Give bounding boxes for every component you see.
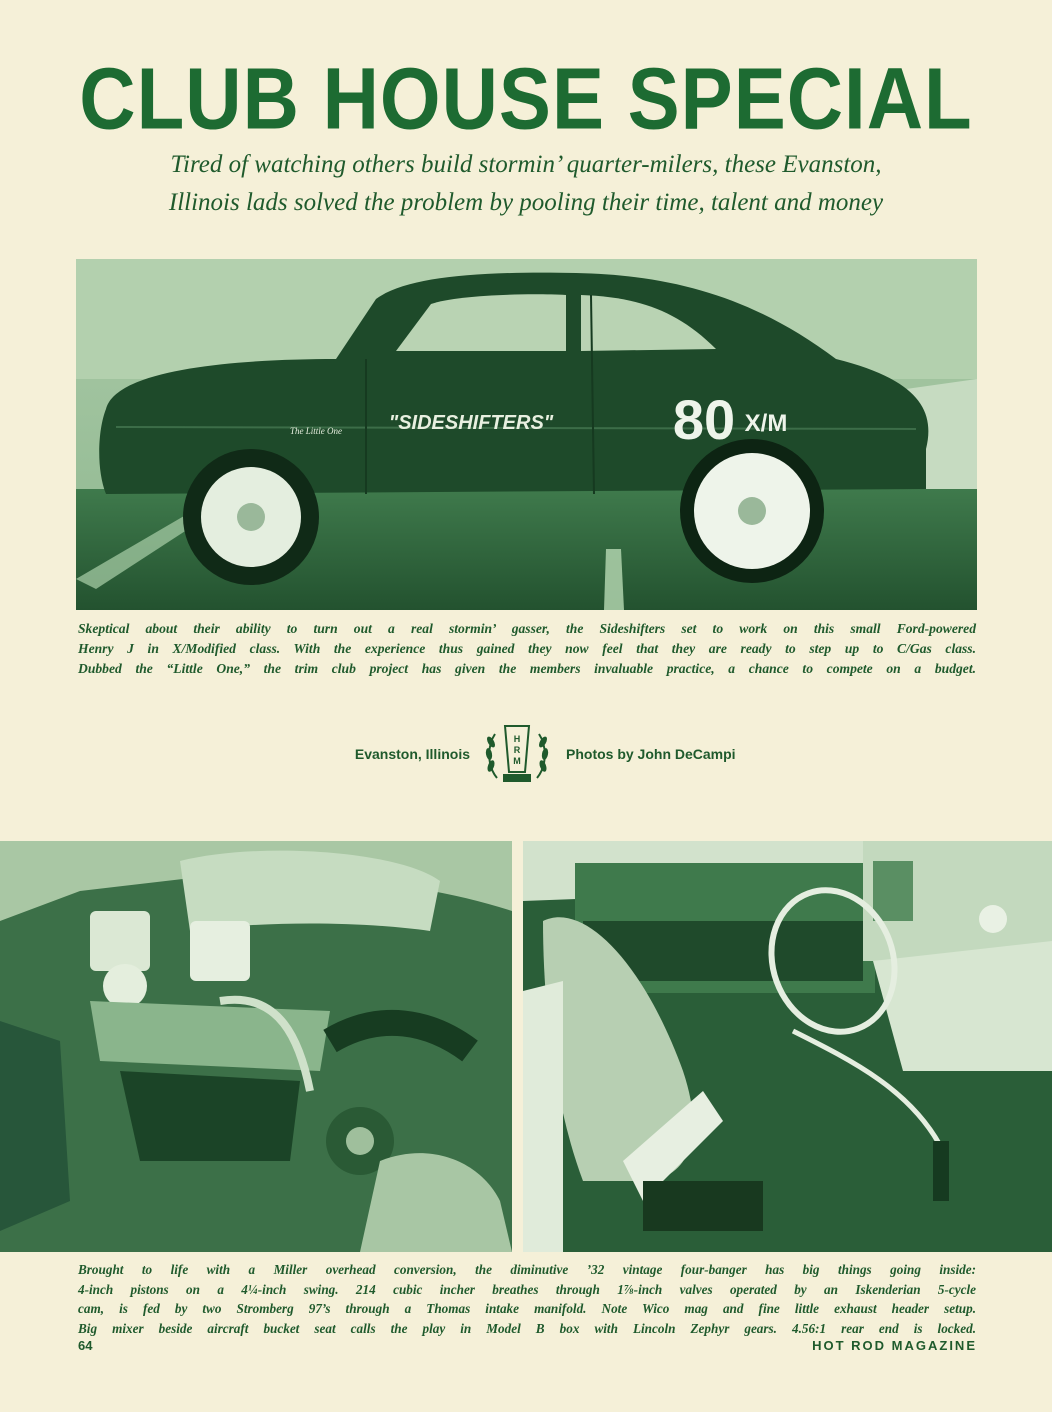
page-number: 64 [78,1338,93,1353]
interior-photo-illustration [523,841,1052,1252]
caption-line: Skeptical about their ability to turn out a real stormin’ gasser, the Sideshifters set to work on this small Ford-powered [78,621,976,636]
magazine-name: HOT ROD MAGAZINE [812,1338,977,1353]
svg-text:H: H [513,734,521,744]
engine-photo-illustration [0,841,512,1252]
caption-engine-interior [78,1260,976,1338]
byline-location: Evanston, Illinois [354,746,470,762]
caption-line: cam, is fed by two Stromberg 97’s through a Thomas intake manifold. Note Wico mag and fine little exhaust header setup. [78,1301,976,1316]
caption-main-photo [78,619,976,679]
headline: CLUB HOUSE SPECIAL [79,49,973,148]
car-number: 80 [672,388,736,451]
hrm-wreath-logo [481,718,553,790]
caption-line: Brought to life with a Miller overhead conversion, the diminutive ’32 vintage four-banger has big things going inside: [78,1262,976,1277]
deck-line: Tired of watching others build stormin’ quarter-milers, these Evanston, [170,151,882,178]
deck-line: Illinois lads solved the problem by pooling their time, talent and money [168,189,884,216]
caption-line: Dubbed the “Little One,” the trim club project has given the members invaluable practice, a chance to compete on a budget. [78,661,976,676]
caption-line: 4-inch pistons on a 4¼-inch swing. 214 cubic incher breathes through 1⅞-inch valves operated by an Iskenderian 5-cycle [78,1281,976,1297]
car-class: X/M [744,410,788,437]
photo-henry-j-side-view [76,259,977,610]
caption-line: Henry J in X/Modified class. With the experience thus gained they now feel that they are ready to step up to C/Gas class. [78,641,976,656]
car-photo-illustration [76,259,977,610]
fender-script: The Little One [290,426,342,436]
deck-subtitle [60,146,992,222]
byline [0,718,1052,790]
door-lettering: "SIDESHIFTERS" [388,412,554,434]
byline-photo-credit: Photos by John DeCampi [566,746,736,762]
svg-text:R: R [513,745,521,755]
photo-engine-bay [0,841,512,1252]
caption-line: Big mixer beside aircraft bucket seat calls the play in Model B box with Lincoln Zephyr gears. 4.56:1 rear end is locked. [78,1320,976,1336]
photo-interior-bucket-seat [523,841,1052,1252]
svg-text:M: M [513,756,521,766]
